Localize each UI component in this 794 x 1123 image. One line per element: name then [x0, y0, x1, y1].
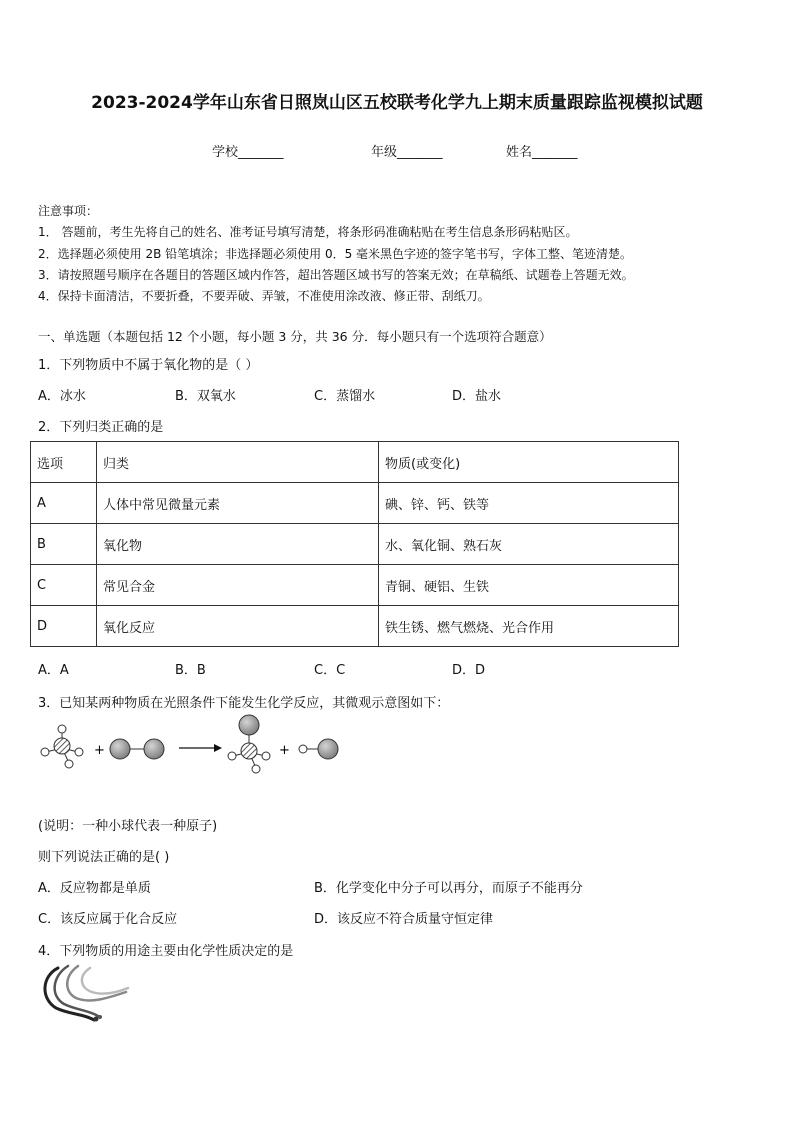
table-cell: 碘、锌、钙、铁等: [379, 483, 679, 524]
table-row: [31, 565, 679, 606]
q1-option-a[interactable]: A．冰水: [38, 389, 86, 404]
classification-table: [30, 441, 679, 647]
q2-option-c[interactable]: C．C: [314, 663, 346, 678]
q1-option-d[interactable]: D．盐水: [452, 389, 502, 404]
product-molecule: [228, 715, 270, 773]
table-cell: A: [31, 483, 97, 524]
q3-option-c[interactable]: C．该反应属于化合反应: [38, 912, 178, 927]
q3-option-d[interactable]: D．该反应不符合质量守恒定律: [314, 912, 494, 927]
q2-option-b[interactable]: B．B: [175, 663, 206, 678]
notes-heading: 注意事项：: [38, 204, 99, 218]
reaction-arrow: [179, 744, 222, 752]
table-cell: 青铜、硬铝、生铁: [379, 565, 679, 606]
table-row: [31, 524, 679, 565]
table-cell: D: [31, 606, 97, 647]
table-cell: 常见合金: [97, 565, 379, 606]
reaction-diagram: [36, 714, 356, 776]
q1-option-b[interactable]: B．双氧水: [175, 389, 236, 404]
table-cell: 氧化反应: [97, 606, 379, 647]
q3-option-a[interactable]: A．反应物都是单质: [38, 881, 151, 896]
name-field[interactable]: 姓名_______: [506, 145, 578, 160]
table-cell: 铁生锈、燃气燃烧、光合作用: [379, 606, 679, 647]
plus-sign: +: [94, 743, 105, 758]
question-4-stem: 4．下列物质的用途主要由化学性质决定的是: [38, 944, 294, 959]
table-header-cell: 选项: [31, 442, 97, 483]
note-item: 2．选择题必须使用 2B 铅笔填涂；非选择题必须使用 0．5 毫米黑色字迹的签字笔书写，字体工整、笔迹清楚。: [38, 247, 633, 261]
wire-cable-image: [38, 962, 134, 1024]
q2-option-d[interactable]: D．D: [452, 663, 486, 678]
table-cell: 氧化物: [97, 524, 379, 565]
table-header-cell: 物质(或变化): [379, 442, 679, 483]
note-item: 1． 答题前，考生先将自己的姓名、准考证号填写清楚，将条形码准确粘贴在考生信息条形码粘贴区。: [38, 225, 578, 239]
table-row: [31, 483, 679, 524]
page-title: 2023-2024学年山东省日照岚山区五校联考化学九上期末质量跟踪监视模拟试题: [91, 93, 703, 113]
school-field[interactable]: 学校_______: [212, 145, 284, 160]
note-item: 4．保持卡面清洁，不要折叠，不要弄破、弄皱，不准使用涂改液、修正带、刮纸刀。: [38, 289, 490, 303]
question-2-stem: 2．下列归类正确的是: [38, 420, 164, 435]
question-1-stem: 1．下列物质中不属于氧化物的是（ ）: [38, 358, 259, 373]
q3-option-b[interactable]: B．化学变化中分子可以再分，而原子不能再分: [314, 881, 583, 896]
table-cell: 水、氧化铜、熟石灰: [379, 524, 679, 565]
note-item: 3．请按照题号顺序在各题目的答题区域内作答，超出答题区域书写的答案无效；在草稿纸、试题卷上答题无效。: [38, 268, 634, 282]
q1-option-c[interactable]: C．蒸馏水: [314, 389, 376, 404]
table-cell: B: [31, 524, 97, 565]
table-cell: 人体中常见微量元素: [97, 483, 379, 524]
q3-explanation: (说明：一种小球代表一种原子): [38, 819, 218, 834]
question-3-stem: 3．已知某两种物质在光照条件下能发生化学反应，其微观示意图如下：: [38, 696, 450, 711]
table-header-cell: 归类: [97, 442, 379, 483]
section-heading: 一、单选题（本题包括 12 个小题，每小题 3 分，共 36 分．每小题只有一个选项符合题意）: [38, 329, 552, 344]
hydrogen-chloride-molecule: [299, 739, 338, 759]
diatomic-molecule: [110, 739, 164, 759]
methane-molecule: [41, 725, 83, 768]
q2-option-a[interactable]: A．A: [38, 663, 69, 678]
grade-field[interactable]: 年级_______: [371, 145, 443, 160]
table-header-row: [31, 442, 679, 483]
q3-question: 则下列说法正确的是( ): [38, 850, 170, 865]
table-cell: C: [31, 565, 97, 606]
plus-sign: +: [279, 743, 290, 758]
table-row: [31, 606, 679, 647]
